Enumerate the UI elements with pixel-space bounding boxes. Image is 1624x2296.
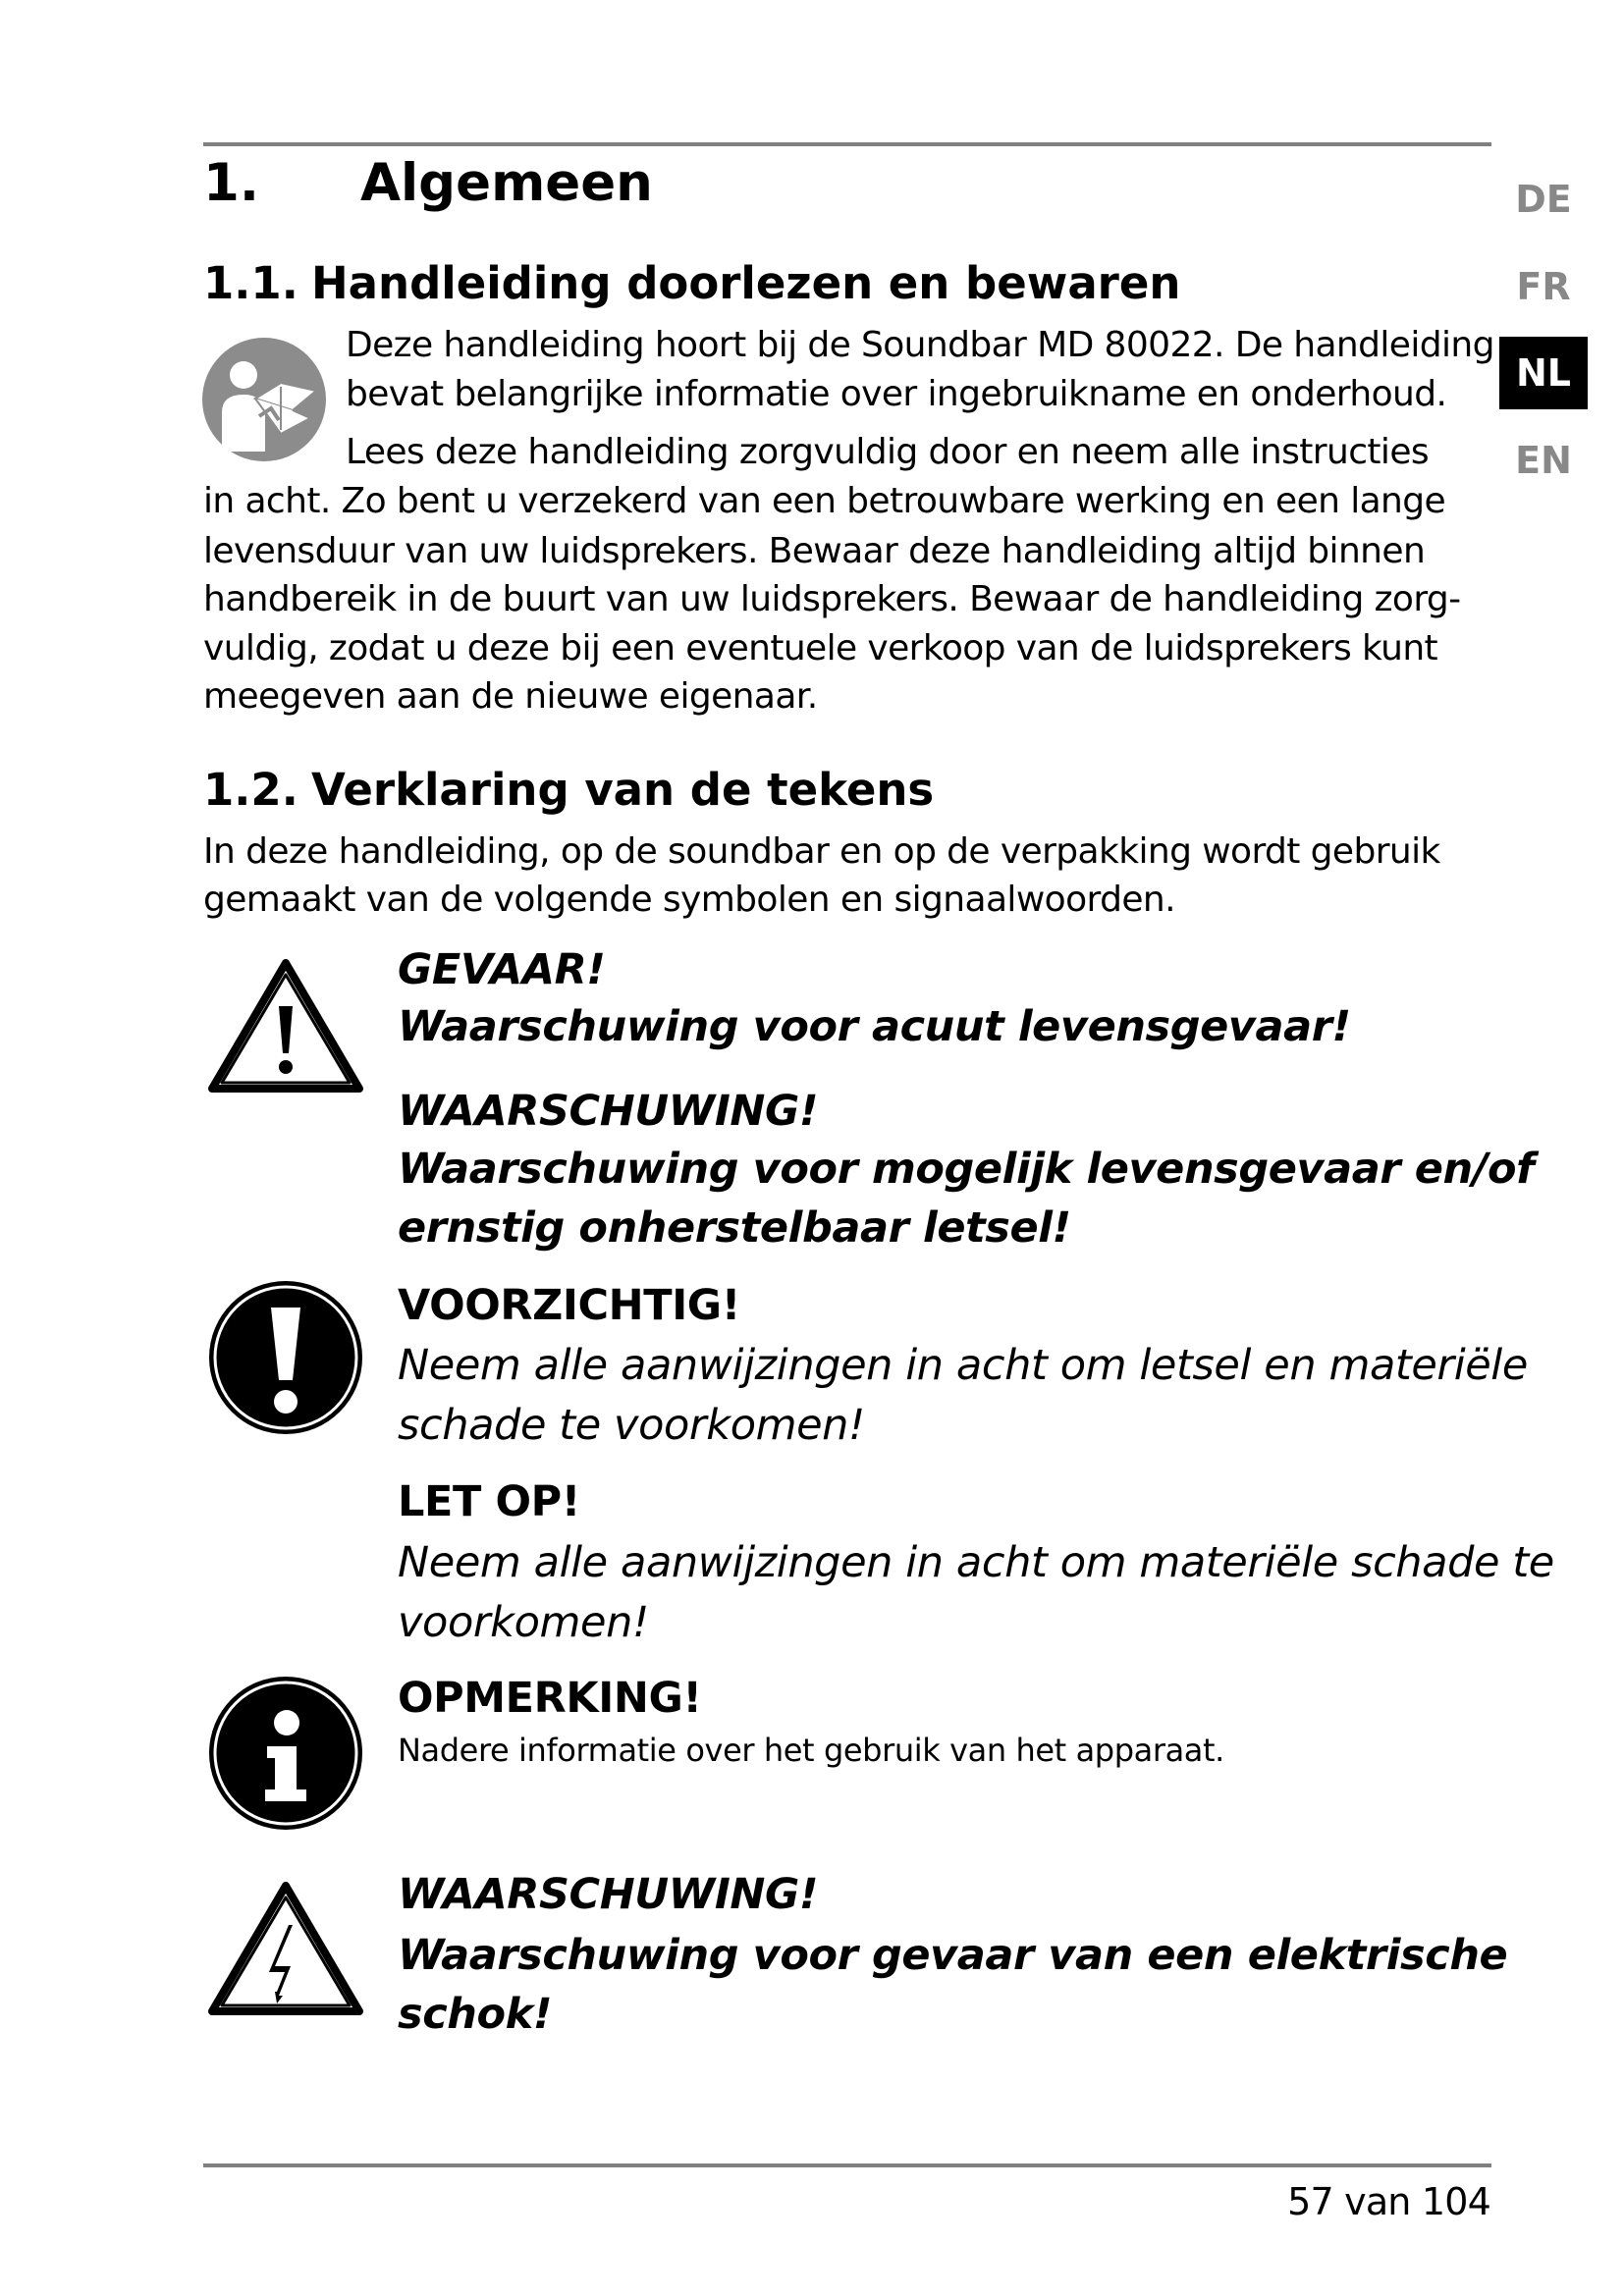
page-number: 57 van 104 (1287, 2180, 1490, 2223)
section-number: 1. (203, 153, 260, 213)
subsection-number: 1.2. (203, 764, 298, 816)
electric-shock-warning-icon (206, 1880, 365, 2017)
signal-note-label: OPMERKING! (398, 1674, 702, 1723)
paragraph-line: meegeven aan de nieuwe eigenaar. (203, 676, 818, 717)
intro-line: In deze handleiding, op de soundbar en op de verpakking wordt gebruik (203, 831, 1440, 872)
signal-caution-text: schade te voorkomen! (398, 1401, 865, 1450)
signal-caution-label: VOORZICHTIG! (398, 1281, 740, 1330)
signal-danger-text: Waarschuwing voor acuut levensgevaar! (398, 1002, 1351, 1051)
subsection-title: Handleiding doorlezen en bewaren (311, 257, 1181, 309)
signal-electric-text: schok! (398, 1990, 553, 2039)
warning-triangle-icon (206, 957, 365, 1095)
signal-caution-text: Neem alle aanwijzingen in acht om letsel en materiële (398, 1341, 1528, 1390)
subsection-title: Verklaring van de tekens (311, 764, 935, 816)
read-manual-icon (200, 336, 328, 463)
paragraph-line: in acht. Zo bent u verzekerd van een betrouwbare werking en een lange (203, 481, 1446, 521)
signal-warning-text: ernstig onherstelbaar letsel! (398, 1203, 1071, 1253)
caution-exclamation-icon (206, 1278, 365, 1437)
top-rule (203, 142, 1491, 146)
signal-note-text: Nadere informatie over het gebruik van het apparaat. (398, 1732, 1224, 1769)
signal-notice-text: Neem alle aanwijzingen in acht om materiële schade te (398, 1538, 1554, 1587)
subsection-number: 1.1. (203, 257, 298, 309)
intro-line: gemaakt van de volgende symbolen en signaalwoorden. (203, 880, 1175, 920)
signal-notice-label: LET OP! (398, 1477, 580, 1526)
paragraph-line: vuldig, zodat u deze bij een eventuele verkoop van de luidsprekers kunt (203, 628, 1438, 668)
paragraph-line: Lees deze handleiding zorgvuldig door en neem alle instructies (346, 432, 1430, 472)
section-title: Algemeen (360, 153, 653, 213)
paragraph-line: Deze handleiding hoort bij de Soundbar MD 80022. De handleiding (346, 325, 1494, 365)
signal-warning-text: Waarschuwing voor mogelijk levensgevaar en/of (398, 1145, 1535, 1194)
signal-danger-label: GEVAAR! (398, 945, 606, 994)
paragraph-line: levensduur van uw luidsprekers. Bewaar deze handleiding altijd binnen (203, 531, 1426, 571)
language-tab-en[interactable]: EN (1515, 439, 1572, 482)
language-tab-de[interactable]: DE (1515, 178, 1572, 221)
language-tab-nl[interactable]: NL (1499, 337, 1588, 409)
paragraph-line: bevat belangrijke informatie over ingebruikname en onderhoud. (346, 374, 1447, 414)
info-icon (206, 1674, 365, 1833)
language-tab-fr[interactable]: FR (1516, 265, 1571, 308)
signal-warning-label: WAARSCHUWING! (398, 1087, 819, 1136)
bottom-rule (203, 2163, 1491, 2167)
signal-electric-text: Waarschuwing voor gevaar van een elektrische (398, 1931, 1508, 1980)
signal-electric-label: WAARSCHUWING! (398, 1870, 819, 1919)
paragraph-line: handbereik in de buurt van uw luidsprekers. Bewaar de handleiding zorg- (203, 579, 1461, 619)
signal-notice-text: voorkomen! (398, 1598, 649, 1647)
